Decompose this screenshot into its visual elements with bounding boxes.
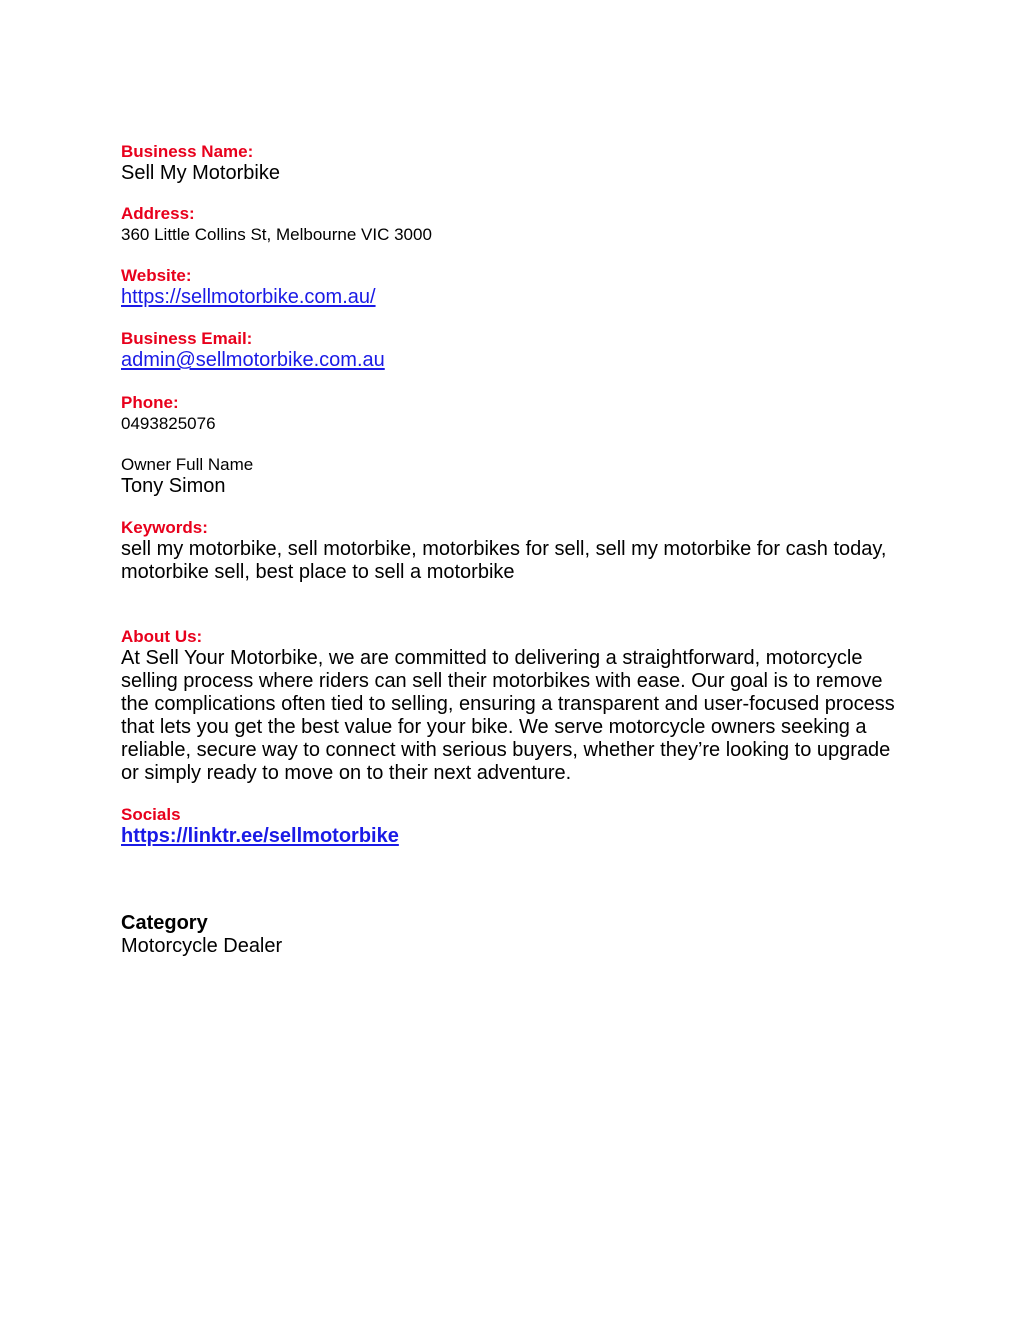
email-link[interactable]: admin@sellmotorbike.com.au: [121, 349, 385, 371]
keywords-line-2: motorbike sell, best place to sell a motorbike: [121, 561, 515, 583]
address-label: Address:: [121, 204, 195, 223]
socials-link[interactable]: https://linktr.ee/sellmotorbike: [121, 825, 399, 847]
website-link[interactable]: https://sellmotorbike.com.au/: [121, 286, 376, 308]
phone-label: Phone:: [121, 393, 179, 412]
owner-section: [121, 454, 911, 498]
phone-section: [121, 392, 911, 434]
owner-value: Tony Simon: [121, 475, 226, 497]
about-section: [121, 626, 911, 785]
category-value: Motorcycle Dealer: [121, 935, 283, 957]
about-label: About Us:: [121, 627, 203, 646]
about-line: that lets you get the best value for your bike. We serve motorcycle owners seeking a: [121, 716, 867, 738]
about-line: reliable, secure way to connect with serious buyers, whether they’re looking to upgrade: [121, 739, 891, 761]
about-line: the complications often tied to selling, ensuring a transparent and user-focused process: [121, 693, 895, 715]
business-name-label: Business Name:: [121, 142, 254, 161]
document-page: [121, 141, 911, 958]
website-label: Website:: [121, 266, 192, 285]
business-name-value: Sell My Motorbike: [121, 162, 280, 184]
about-line: or simply ready to move on to their next adventure.: [121, 762, 572, 784]
keywords-section: [121, 517, 911, 584]
keywords-line-1: sell my motorbike, sell motorbike, motorbikes for sell, sell my motorbike for cash today,: [121, 538, 887, 560]
category-label: Category: [121, 912, 208, 934]
business-name-section: [121, 141, 911, 185]
socials-label: Socials: [121, 805, 181, 824]
owner-label: Owner Full Name: [121, 455, 254, 474]
category-section: [121, 912, 911, 958]
about-line: At Sell Your Motorbike, we are committed to delivering a straightforward, motorcycle: [121, 647, 863, 669]
phone-value: 0493825076: [121, 414, 216, 433]
address-section: [121, 203, 911, 245]
about-line: selling process where riders can sell their motorbikes with ease. Our goal is to remove: [121, 670, 883, 692]
socials-section: [121, 804, 911, 848]
keywords-label: Keywords:: [121, 518, 208, 537]
email-label: Business Email:: [121, 329, 253, 348]
address-value: 360 Little Collins St, Melbourne VIC 3000: [121, 225, 432, 244]
email-section: [121, 328, 911, 372]
website-section: [121, 265, 911, 309]
